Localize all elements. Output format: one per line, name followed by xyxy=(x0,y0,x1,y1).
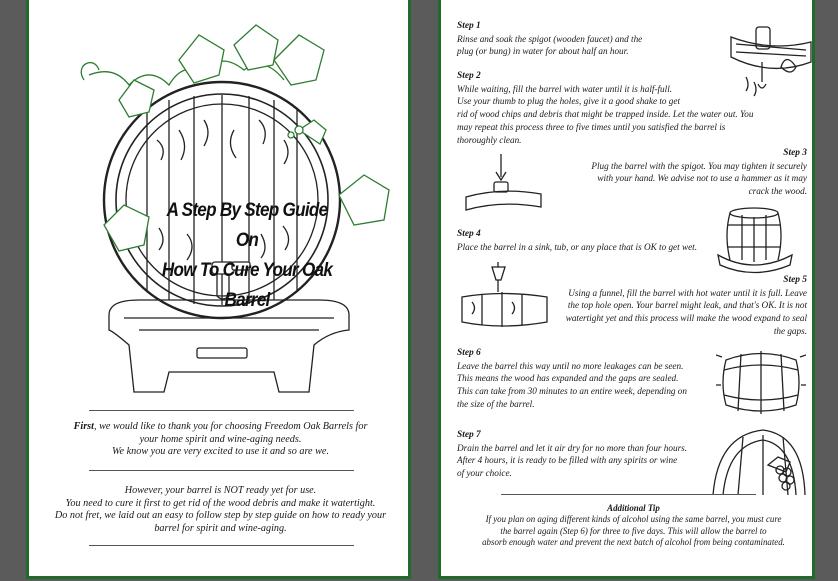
divider xyxy=(89,545,354,546)
step-line: Drain the barrel and let it air dry for no more than four hours. xyxy=(457,442,688,453)
step-line: This means the wood has expanded and the gaps are sealed. xyxy=(457,373,679,384)
additional-tip xyxy=(461,503,806,549)
step-heading: Step 5 xyxy=(783,275,807,285)
spigot-insert-icon xyxy=(461,152,546,212)
step-line: watertight yet and this process will make the wood expand to seal xyxy=(565,313,807,324)
intro-p1-rest: , we would like to thank you for choosing Freedom Oak Barrels for xyxy=(93,421,368,432)
intro-paragraph-1 xyxy=(43,421,398,459)
tip-heading: Additional Tip xyxy=(607,503,660,513)
step-line: Plug the barrel with the spigot. You may tighten it securely xyxy=(591,160,807,171)
step-2 xyxy=(457,70,807,146)
divider xyxy=(89,410,354,411)
step-line: Using a funnel, fill the barrel with hot water until it is full. Leave xyxy=(568,287,807,298)
step-line: may repeat this process three to five times until you satisfied the barrel is xyxy=(457,121,726,132)
step-line: This can take from 30 minutes to an entire week, depending on xyxy=(457,386,687,397)
barrel-in-tub-icon xyxy=(716,205,796,275)
funnel-barrel-icon xyxy=(457,262,552,332)
barrel-icon xyxy=(716,345,806,420)
step-line: Use your thumb to plug the holes, give it a good shake to get xyxy=(457,96,681,107)
step-6 xyxy=(457,347,707,411)
intro-first: First xyxy=(73,421,94,432)
step-line: plug (or bung) in water for about half an hour. xyxy=(457,46,629,57)
step-line: crack the wood. xyxy=(748,186,807,197)
step-4 xyxy=(457,228,717,253)
tip-line: If you plan on aging different kinds of alcohol using the same barrel, you must cure xyxy=(485,514,782,525)
step-5 xyxy=(551,274,807,338)
step-line: After 4 hours, it is ready to be filled with any spirits or wine xyxy=(457,455,678,466)
barrel-grapes-icon xyxy=(708,425,808,500)
step-1 xyxy=(457,20,727,58)
step-heading: Step 7 xyxy=(457,430,481,440)
right-page xyxy=(438,0,815,579)
step-heading: Step 6 xyxy=(457,348,481,358)
step-heading: Step 1 xyxy=(457,21,481,31)
tip-line: absorb enough water and prevent the next batch of alcohol from being contaminated. xyxy=(482,537,785,548)
step-line: rid of wood chips and debris that might be trapped inside. Let the water out. You xyxy=(457,109,754,120)
step-heading: Step 4 xyxy=(457,229,481,239)
step-line: Leave the barrel this way until no more leakages can be seen. xyxy=(457,360,684,371)
intro-p2-line2: You need to cure it first to get rid of the wood debris and make it watertight. xyxy=(65,497,376,509)
guide-title xyxy=(157,196,337,316)
step-line: While waiting, fill the barrel with water until it is half-full. xyxy=(457,83,673,94)
step-line: thoroughly clean. xyxy=(457,134,522,145)
intro-p2-line4: barrel for spirit and wine-aging. xyxy=(154,522,287,534)
left-page xyxy=(26,0,411,579)
step-line: the size of the barrel. xyxy=(457,398,535,409)
divider xyxy=(501,494,756,495)
intro-p1-line2: your home spirit and wine-aging needs. xyxy=(139,433,302,445)
step-heading: Step 3 xyxy=(783,148,807,158)
tip-line: the barrel again (Step 6) for three to five days. This will allow the barrel to xyxy=(500,525,767,536)
step-line: with your hand. We advise not to use a hammer as it may xyxy=(597,173,807,184)
step-heading: Step 2 xyxy=(457,71,481,81)
intro-paragraph-2 xyxy=(43,485,398,535)
intro-p2-line1: However, your barrel is NOT ready yet for use. xyxy=(124,485,317,496)
divider xyxy=(89,470,354,471)
step-line: Rinse and soak the spigot (wooden faucet) and the xyxy=(457,33,643,44)
step-3 xyxy=(541,147,807,198)
title-line1: A Step By Step Guide On xyxy=(166,200,328,251)
intro-p2-line3: Do not fret, we laid out an easy to follow step by step guide on how to ready your xyxy=(54,510,387,522)
step-line: of your choice. xyxy=(457,468,512,479)
step-line: the top hole open. Your barrel might leak, and that's OK. It is not xyxy=(567,300,807,311)
step-line: the gaps. xyxy=(773,325,807,336)
title-line2: How To Cure Your Oak Barrel xyxy=(161,260,333,311)
step-7 xyxy=(457,429,707,480)
intro-p1-line3: We know you are very excited to use it and so are we. xyxy=(112,446,329,458)
step-line: Place the barrel in a sink, tub, or any place that is OK to get wet. xyxy=(457,241,698,252)
